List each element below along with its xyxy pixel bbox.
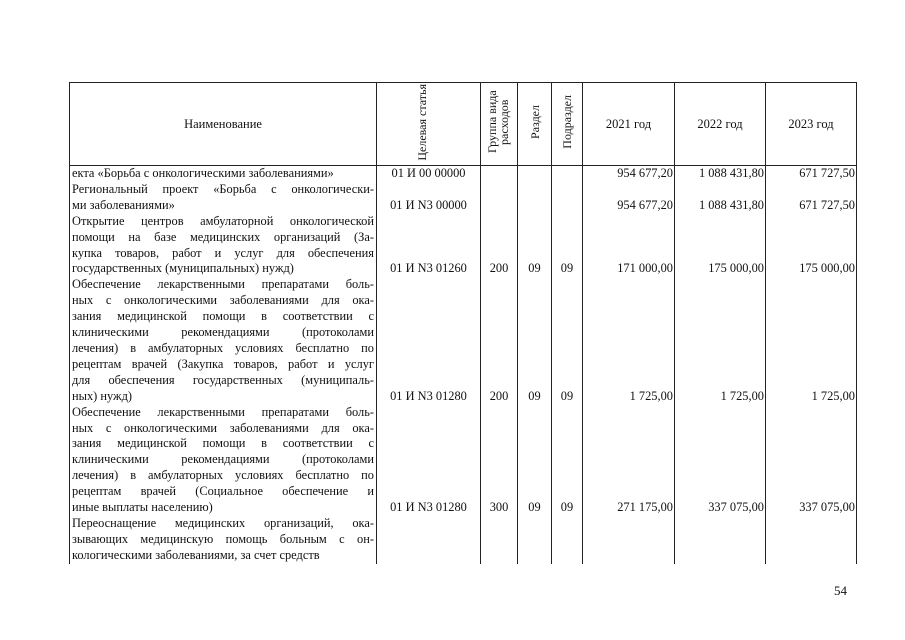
header-2022: 2022 год — [675, 83, 766, 166]
expense-group-cell — [481, 516, 518, 564]
name-line: государственных (муниципальных) нужд) — [72, 261, 294, 276]
table-header-row — [70, 83, 857, 166]
header-2023: 2023 год — [766, 83, 857, 166]
target-article-cell: 01 И N3 00000 — [377, 182, 481, 214]
row-name-cell — [70, 277, 377, 404]
budget-table — [69, 82, 857, 564]
name-line: Обеспечение лекарственными препаратами боль- — [72, 404, 374, 419]
section-cell: 09 — [518, 405, 552, 516]
subsection-cell: 09 — [552, 214, 583, 278]
subsection-cell — [552, 516, 583, 564]
name-line: купка товаров, работ и услуг для обеспечения — [72, 245, 374, 260]
row-name-cell — [70, 516, 377, 564]
name-line: для обеспечения государственных (муниципаль- — [72, 372, 374, 387]
subsection-cell: 09 — [552, 405, 583, 516]
amount-2021-cell: 954 677,20 — [583, 166, 675, 182]
table-row — [70, 405, 857, 516]
name-line: Региональный проект «Борьба с онкологически- — [72, 181, 374, 196]
expense-group-cell: 200 — [481, 214, 518, 278]
row-name-cell — [70, 405, 377, 516]
target-article-cell: 01 И N3 01280 — [377, 277, 481, 404]
name-line: иные выплаты населению) — [72, 500, 213, 515]
row-name-cell — [70, 182, 377, 214]
expense-group-cell — [481, 182, 518, 214]
amount-2023-cell: 671 727,50 — [766, 166, 857, 182]
target-article-cell: 01 И 00 00000 — [377, 166, 481, 182]
expense-group-cell: 200 — [481, 277, 518, 404]
name-line: зывающих медицинскую помощь больным с он- — [72, 531, 374, 546]
amount-2023-cell — [766, 516, 857, 564]
name-line: рецептам врачей (Закупка товаров, работ и услуг — [72, 356, 374, 371]
table-row — [70, 166, 857, 182]
name-line: Переоснащение медицинских организаций, ока- — [72, 515, 374, 530]
page-number: 54 — [834, 583, 847, 598]
amount-2023-cell: 175 000,00 — [766, 214, 857, 278]
subsection-cell: 09 — [552, 277, 583, 404]
header-section: Раздел — [527, 105, 542, 139]
name-line: ных с онкологическими заболеваниями для ока- — [72, 293, 374, 308]
table-row — [70, 214, 857, 278]
target-article-cell: 01 И N3 01280 — [377, 405, 481, 516]
name-line: лечения) в амбулаторных условиях бесплатно по — [72, 468, 374, 483]
amount-2021-cell: 171 000,00 — [583, 214, 675, 278]
section-cell — [518, 166, 552, 182]
name-line: лечения) в амбулаторных условиях бесплатно по — [72, 340, 374, 355]
name-line: рецептам врачей (Социальное обеспечение и — [72, 484, 374, 499]
table-row — [70, 516, 857, 564]
amount-2022-cell: 175 000,00 — [675, 214, 766, 278]
name-line: Обеспечение лекарственными препаратами боль- — [72, 277, 374, 292]
table-row — [70, 277, 857, 404]
expense-group-cell — [481, 166, 518, 182]
name-line: зания медицинской помощи в соответствии с — [72, 436, 374, 451]
subsection-cell — [552, 182, 583, 214]
target-article-cell — [377, 516, 481, 564]
amount-2022-cell: 1 725,00 — [675, 277, 766, 404]
section-cell: 09 — [518, 214, 552, 278]
amount-2022-cell: 337 075,00 — [675, 405, 766, 516]
name-line: ми заболеваниями» — [72, 197, 175, 212]
amount-2022-cell: 1 088 431,80 — [675, 166, 766, 182]
subsection-cell — [552, 166, 583, 182]
header-subsection: Подраздел — [560, 95, 574, 149]
amount-2022-cell: 1 088 431,80 — [675, 182, 766, 214]
header-target-article: Целевая статья — [414, 83, 429, 161]
section-cell — [518, 516, 552, 564]
name-line: помощи на базе медицинских организаций (За- — [72, 229, 374, 244]
header-expense-group: Группа вида расходов — [485, 90, 511, 154]
amount-2021-cell: 954 677,20 — [583, 182, 675, 214]
name-line: ных с онкологическими заболеваниями для ока- — [72, 420, 374, 435]
amount-2021-cell: 1 725,00 — [583, 277, 675, 404]
name-line: зания медицинской помощи в соответствии с — [72, 309, 374, 324]
row-name-cell — [70, 214, 377, 278]
amount-2022-cell — [675, 516, 766, 564]
table-row — [70, 182, 857, 214]
header-2021: 2021 год — [583, 83, 675, 166]
section-cell — [518, 182, 552, 214]
target-article-cell: 01 И N3 01260 — [377, 214, 481, 278]
name-line: клиническими рекомендациями (протоколами — [72, 452, 374, 467]
amount-2023-cell: 1 725,00 — [766, 277, 857, 404]
expense-group-cell: 300 — [481, 405, 518, 516]
name-line: Открытие центров амбулаторной онкологической — [72, 213, 374, 228]
header-name: Наименование — [70, 83, 377, 166]
amount-2023-cell: 337 075,00 — [766, 405, 857, 516]
name-line: ных) нужд) — [72, 388, 133, 403]
section-cell: 09 — [518, 277, 552, 404]
amount-2023-cell: 671 727,50 — [766, 182, 857, 214]
name-line: екта «Борьба с онкологическими заболеваниями» — [72, 166, 334, 180]
name-line: клиническими рекомендациями (протоколами — [72, 325, 374, 340]
amount-2021-cell — [583, 516, 675, 564]
row-name-cell — [70, 166, 377, 182]
name-line: кологическими заболеваниями, за счет средств — [72, 547, 320, 562]
amount-2021-cell: 271 175,00 — [583, 405, 675, 516]
